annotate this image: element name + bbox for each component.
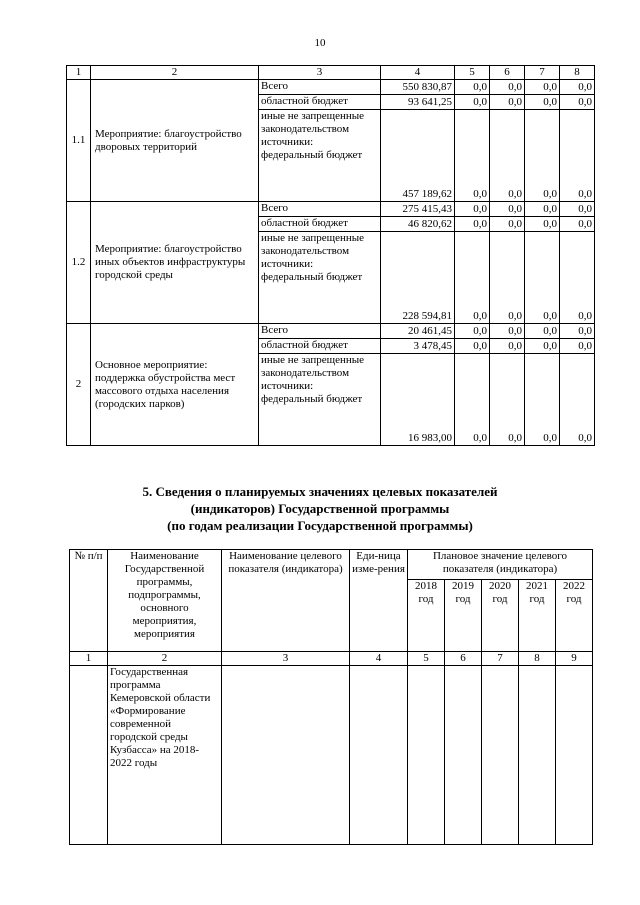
value-cell: 93 641,25 — [381, 95, 455, 110]
heading-line: 5. Сведения о планируемых значениях целевых показателей — [142, 484, 498, 499]
value-cell: 275 415,43 — [381, 202, 455, 217]
value-cell: 0,0 — [490, 232, 525, 324]
cell — [482, 666, 519, 845]
col-plan-header: Плановое значение целевого показателя (индикатора) — [408, 550, 593, 580]
funding-table — [66, 65, 595, 446]
activity-name: Мероприятие: благоустройство дворовых территорий — [91, 80, 259, 202]
heading-line: (индикаторов) Государственной программы — [190, 501, 450, 516]
value-cell: 550 830,87 — [381, 80, 455, 95]
value-cell: 0,0 — [490, 95, 525, 110]
value-cell: 0,0 — [525, 110, 560, 202]
value-cell: 0,0 — [455, 354, 490, 446]
value-cell: 0,0 — [525, 324, 560, 339]
value-cell: 0,0 — [455, 339, 490, 354]
activity-name: Основное мероприятие: поддержка обустройства мест массового отдыха населения (городских парков) — [91, 324, 259, 446]
value-cell: 0,0 — [455, 202, 490, 217]
value-cell: 0,0 — [560, 202, 595, 217]
source-label: иные не запрещенные законодательством источники: федеральный бюджет — [259, 232, 381, 324]
source-label: областной бюджет — [259, 339, 381, 354]
value-cell: 0,0 — [490, 80, 525, 95]
funding-header-row — [67, 66, 595, 80]
value-cell: 228 594,81 — [381, 232, 455, 324]
value-cell: 0,0 — [455, 80, 490, 95]
value-cell: 0,0 — [455, 217, 490, 232]
source-label: Всего — [259, 324, 381, 339]
value-cell: 0,0 — [490, 110, 525, 202]
cell — [519, 666, 556, 845]
column-numbers-row — [70, 652, 593, 666]
header-cell: 6 — [490, 66, 525, 80]
value-cell: 0,0 — [560, 95, 595, 110]
value-cell: 0,0 — [490, 217, 525, 232]
value-cell: 0,0 — [560, 354, 595, 446]
value-cell: 0,0 — [490, 324, 525, 339]
col-program-header: Наименование Государственной программы, подпрограммы, основного мероприятия, мероприятия — [108, 550, 222, 652]
year-header: 2022 год — [556, 580, 593, 652]
table-row — [67, 324, 595, 339]
col-number-header: № п/п — [70, 550, 108, 652]
row-number: 2 — [67, 324, 91, 446]
cell — [445, 666, 482, 845]
source-label: иные не запрещенные законодательством источники: федеральный бюджет — [259, 354, 381, 446]
value-cell: 0,0 — [525, 202, 560, 217]
value-cell: 0,0 — [490, 339, 525, 354]
value-cell: 0,0 — [560, 110, 595, 202]
activity-name: Мероприятие: благоустройство иных объектов инфраструктуры городской среды — [91, 202, 259, 324]
col-unit-header: Еди-ница изме-рения — [350, 550, 408, 652]
value-cell: 0,0 — [560, 232, 595, 324]
indicator-table — [69, 549, 593, 845]
cell — [70, 666, 108, 845]
value-cell: 0,0 — [525, 339, 560, 354]
year-header: 2020 год — [482, 580, 519, 652]
value-cell: 16 983,00 — [381, 354, 455, 446]
value-cell: 0,0 — [455, 232, 490, 324]
value-cell: 0,0 — [525, 232, 560, 324]
value-cell: 0,0 — [490, 354, 525, 446]
heading-line: (по годам реализации Государственной программы) — [167, 518, 473, 533]
page-number: 10 — [314, 37, 326, 49]
cell — [556, 666, 593, 845]
header-cell: 5 — [455, 66, 490, 80]
value-cell: 0,0 — [455, 95, 490, 110]
header-cell: 1 — [67, 66, 91, 80]
column-number: 9 — [556, 652, 593, 666]
column-number: 4 — [350, 652, 408, 666]
source-label: областной бюджет — [259, 217, 381, 232]
column-number: 2 — [108, 652, 222, 666]
source-label: областной бюджет — [259, 95, 381, 110]
cell — [222, 666, 350, 845]
table-row — [67, 202, 595, 217]
value-cell: 0,0 — [560, 80, 595, 95]
column-number: 6 — [445, 652, 482, 666]
header-cell: 7 — [525, 66, 560, 80]
header-cell: 3 — [259, 66, 381, 80]
header-cell: 8 — [560, 66, 595, 80]
value-cell: 3 478,45 — [381, 339, 455, 354]
value-cell: 0,0 — [455, 324, 490, 339]
value-cell: 0,0 — [560, 324, 595, 339]
indicator-header-row — [70, 550, 593, 580]
row-number: 1.2 — [67, 202, 91, 324]
header-cell: 4 — [381, 66, 455, 80]
value-cell: 46 820,62 — [381, 217, 455, 232]
column-number: 5 — [408, 652, 445, 666]
column-number: 3 — [222, 652, 350, 666]
table-row — [70, 666, 593, 845]
year-header: 2019 год — [445, 580, 482, 652]
value-cell: 457 189,62 — [381, 110, 455, 202]
value-cell: 0,0 — [490, 202, 525, 217]
source-label: иные не запрещенные законодательством источники: федеральный бюджет — [259, 110, 381, 202]
column-number: 1 — [70, 652, 108, 666]
value-cell: 0,0 — [455, 110, 490, 202]
year-header: 2021 год — [519, 580, 556, 652]
value-cell: 0,0 — [525, 354, 560, 446]
header-cell: 2 — [91, 66, 259, 80]
year-header: 2018 год — [408, 580, 445, 652]
section-5-heading — [0, 483, 640, 534]
value-cell: 0,0 — [525, 217, 560, 232]
column-number: 8 — [519, 652, 556, 666]
value-cell: 0,0 — [525, 95, 560, 110]
col-indicator-header: Наименование целевого показателя (индикатора) — [222, 550, 350, 652]
source-label: Всего — [259, 202, 381, 217]
value-cell: 0,0 — [560, 217, 595, 232]
table-row — [67, 80, 595, 95]
value-cell: 0,0 — [560, 339, 595, 354]
value-cell: 20 461,45 — [381, 324, 455, 339]
column-number: 7 — [482, 652, 519, 666]
cell — [408, 666, 445, 845]
cell — [350, 666, 408, 845]
value-cell: 0,0 — [525, 80, 560, 95]
program-name: Государственная программа Кемеровской области «Формирование современной городской среды Кузбасса» на 2018-2022 годы — [108, 666, 222, 845]
row-number: 1.1 — [67, 80, 91, 202]
source-label: Всего — [259, 80, 381, 95]
